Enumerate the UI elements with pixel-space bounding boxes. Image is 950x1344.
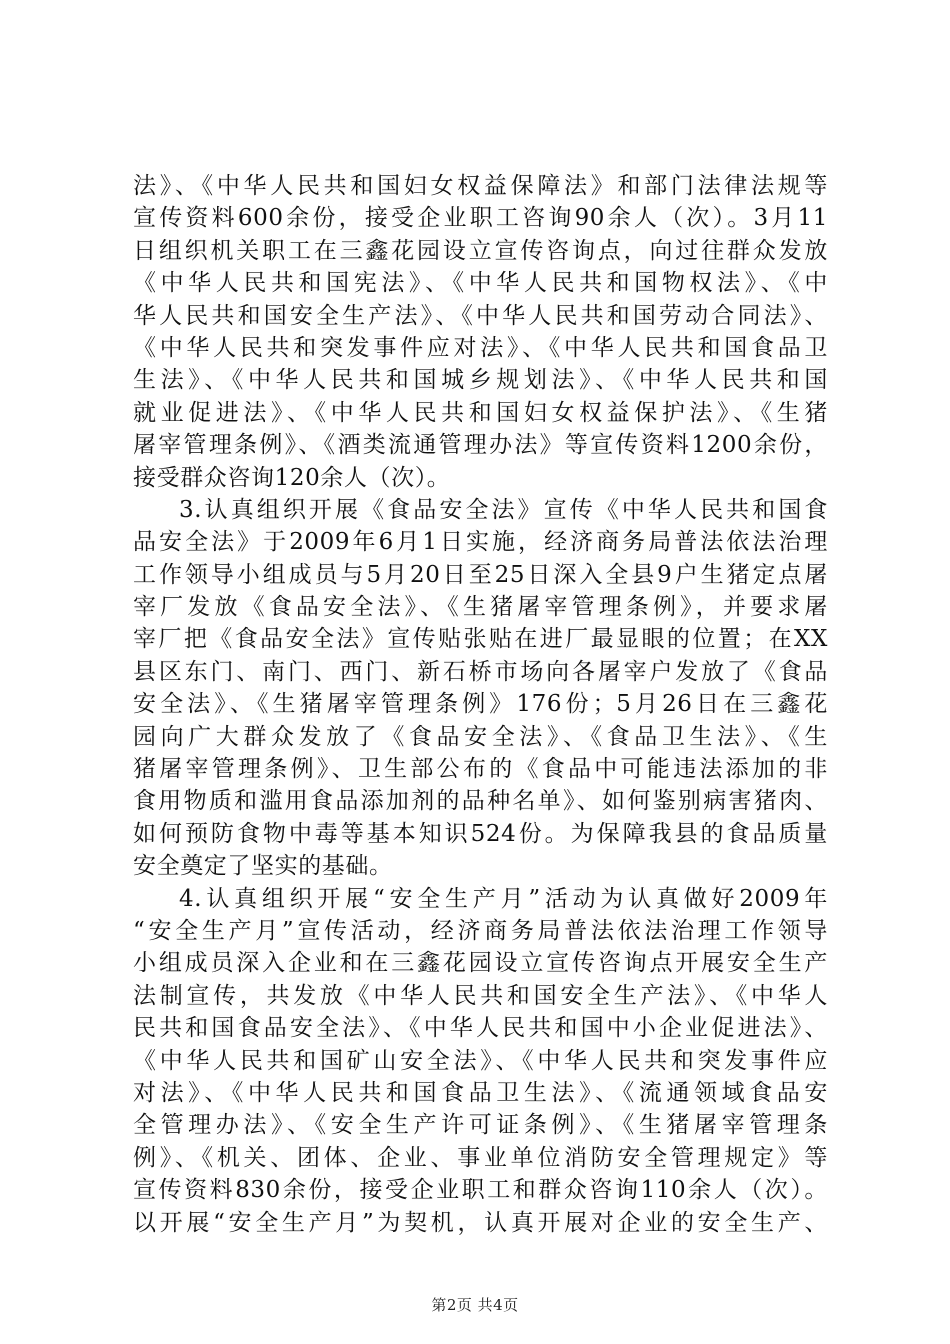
- text-line: 接受群众咨询120余人（次）。: [133, 464, 451, 491]
- text-line: 宰厂发放《食品安全法》、《生猪屠宰管理条例》，并要求屠: [133, 594, 828, 621]
- text-line: “安全生产月”宣传活动，经济商务局普法依法治理工作领导: [133, 917, 828, 944]
- text-line: 园向广大群众发放了《食品安全法》、《食品卫生法》、《生: [133, 723, 828, 750]
- page-footer: 第2页 共4页: [431, 1296, 519, 1314]
- text-line: 如何预防食物中毒等基本知识524份。为保障我县的食品质量: [133, 820, 828, 847]
- text-line: 对法》、《中华人民共和国食品卫生法》、《流通领域食品安: [133, 1079, 828, 1106]
- paragraph-heading-3: 3.认真组织开展《食品安全法》宣传《中华人民共和国食: [179, 496, 828, 523]
- paragraph-heading-4: 4.认真组织开展“安全生产月”活动为认真做好2009年: [179, 885, 828, 912]
- text-line: 法》、《中华人民共和国妇女权益保障法》和部门法律法规等: [133, 173, 828, 199]
- text-line: 屠宰管理条例》、《酒类流通管理办法》等宣传资料1200余份，: [133, 432, 828, 459]
- text-line: 宣传资料830余份，接受企业职工和群众咨询110余人（次）。: [133, 1177, 828, 1204]
- text-line: 全管理办法》、《安全生产许可证条例》、《生猪屠宰管理条: [133, 1112, 828, 1139]
- text-line: 生法》、《中华人民共和国城乡规划法》、《中华人民共和国: [133, 367, 828, 394]
- text-line: 县区东门、南门、西门、新石桥市场向各屠宰户发放了《食品: [133, 658, 828, 685]
- text-line: 民共和国食品安全法》、《中华人民共和国中小企业促进法》、: [133, 1015, 828, 1042]
- text-line: 猪屠宰管理条例》、卫生部公布的《食品中可能违法添加的非: [133, 756, 828, 783]
- text-line: 《中华人民共和突发事件应对法》、《中华人民共和国食品卫: [133, 334, 828, 361]
- text-line: 就业促进法》、《中华人民共和国妇女权益保护法》、《生猪: [133, 399, 828, 426]
- text-line: 食用物质和滥用食品添加剂的品种名单》、如何鉴别病害猪肉、: [133, 788, 828, 815]
- text-line: 《中华人民共和国矿山安全法》、《中华人民共和突发事件应: [133, 1047, 828, 1074]
- text-line: 工作领导小组成员与5月20日至25日深入全县9户生猪定点屠: [133, 561, 828, 588]
- text-line: 例》、《机关、团体、企业、事业单位消防安全管理规定》等: [133, 1144, 828, 1171]
- text-line: 品安全法》于2009年6月1日实施，经济商务局普法依法治理: [133, 529, 828, 556]
- text-line: 《中华人民共和国宪法》、《中华人民共和国物权法》、《中: [133, 270, 828, 297]
- text-line: 小组成员深入企业和在三鑫花园设立宣传咨询点开展安全生产: [133, 950, 828, 977]
- text-line: 华人民共和国安全生产法》、《中华人民共和国劳动合同法》、: [133, 302, 828, 329]
- text-line: 日组织机关职工在三鑫花园设立宣传咨询点，向过往群众发放: [133, 237, 828, 264]
- body-text: [133, 170, 828, 1239]
- text-line: 安全奠定了坚实的基础。: [133, 853, 393, 880]
- text-line: 以开展“安全生产月”为契机，认真开展对企业的安全生产、: [133, 1209, 828, 1236]
- text-line: 宣传资料600余份，接受企业职工咨询90余人（次）。3月11: [133, 205, 828, 232]
- text-line: 宰厂把《食品安全法》宣传贴张贴在进厂最显眼的位置；在XX: [133, 626, 828, 653]
- text-line: 法制宣传，共发放《中华人民共和国安全生产法》、《中华人: [133, 982, 828, 1009]
- text-line: 安全法》、《生猪屠宰管理条例》176份；5月26日在三鑫花: [133, 691, 828, 718]
